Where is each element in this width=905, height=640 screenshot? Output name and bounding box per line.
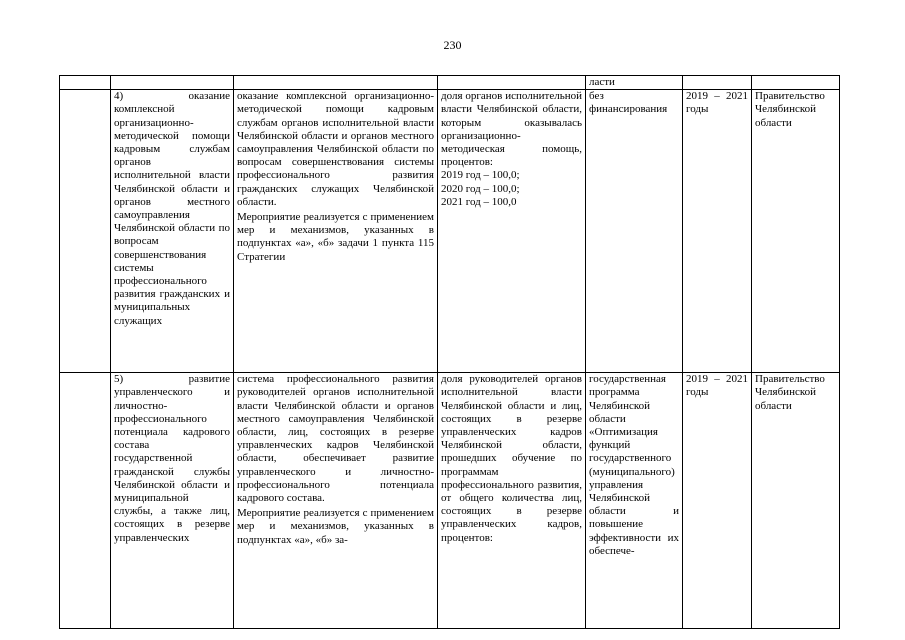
funding-cell: государственная программа Челябинской области «Оптимизация функций государственного (муниципального) управления Челябинской области и повышение эффективности их обеспече- bbox=[586, 373, 683, 629]
table-row bbox=[60, 373, 840, 629]
result-paragraph: Мероприятие реализуется с применением мер и механизмов, указанных в подпунктах «а», «б» задачи 1 пункта 115 Стратегии bbox=[237, 211, 434, 263]
table-cell: ласти bbox=[586, 76, 683, 90]
indicator-value: 2021 год – 100,0 bbox=[441, 195, 517, 208]
responsible-cell: Правительство Челябинской области bbox=[752, 373, 840, 629]
responsible-cell: Правительство Челябинской области bbox=[752, 90, 840, 373]
result-cell bbox=[234, 373, 438, 629]
table-row bbox=[60, 90, 840, 373]
years-cell: 2019 – 2021 годы bbox=[683, 90, 752, 373]
table-cell bbox=[683, 76, 752, 90]
result-cell bbox=[234, 90, 438, 373]
table-cell bbox=[60, 90, 111, 373]
result-paragraph: система профессионального развития руководителей органов исполнительной власти Челябинской области и органов местного самоуправления Челябинской области, лиц, состоящих в резерве управленческих кадров Челябинской области, обеспечивает развитие управленческого и личностно-профессионального потенциала кадрового состава. bbox=[237, 373, 434, 505]
page-number: 230 bbox=[443, 38, 462, 52]
table-cell bbox=[60, 373, 111, 629]
indicator-value: 2020 год – 100,0; bbox=[441, 182, 520, 195]
table-cell bbox=[60, 76, 111, 90]
table-cell bbox=[438, 76, 586, 90]
table-cell bbox=[234, 76, 438, 90]
result-paragraph: оказание комплексной организационно-методической помощи кадровым службам органов исполнительной власти Челябинской области и органов местного самоуправления Челябинской области по вопросам совершенствования системы профессионального развития гражданских служащих Челябинской области. bbox=[237, 90, 434, 208]
indicator-text: доля органов исполнительной власти Челябинской области, которым оказывалась организационно-методическая помощь, процентов: bbox=[441, 90, 582, 169]
table-row bbox=[60, 76, 840, 90]
table-cell bbox=[752, 76, 840, 90]
indicator-value: 2019 год – 100,0; bbox=[441, 169, 520, 182]
measures-table bbox=[59, 75, 840, 629]
measure-cell: 4) оказание комплексной организационно-методической помощи кадровым службам органов исполнительной власти Челябинской области и органов местного самоуправления Челябинской области по вопросам совершенствования системы профессионального развития гражданских и муниципальных служащих bbox=[111, 90, 234, 373]
indicator-cell: доля руководителей органов исполнительной власти Челябинской области и лиц, состоящих в резерве управленческих кадров Челябинской области, прошедших обучение по программам профессионального развития, от общего количества лиц, состоящих в резерве управленческих кадров, процентов: bbox=[438, 373, 586, 629]
table-cell bbox=[111, 76, 234, 90]
funding-cell: без финансирования bbox=[586, 90, 683, 373]
indicator-cell bbox=[438, 90, 586, 373]
result-paragraph: Мероприятие реализуется с применением мер и механизмов, указанных в подпунктах «а», «б» за- bbox=[237, 507, 434, 546]
years-cell: 2019 – 2021 годы bbox=[683, 373, 752, 629]
measure-cell: 5) развитие управленческого и личностно-профессионального потенциала кадрового состава государственной гражданской службы Челябинской области и муниципальной службы, а также лиц, состоящих в резерве управленческих bbox=[111, 373, 234, 629]
